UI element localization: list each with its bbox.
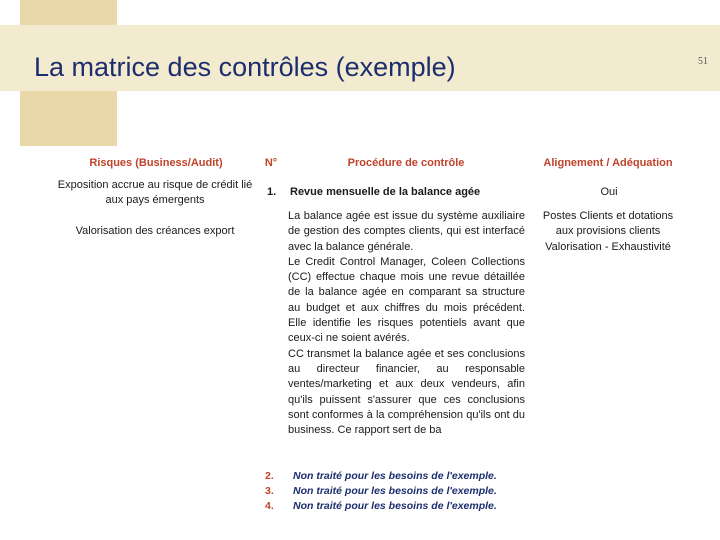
slide-title: La matrice des contrôles (exemple) [34,52,456,82]
description-paragraph: La balance agée est issue du système auxiliaire de gestion des comptes clients, qui est interfacé avec la balance générale. [288,210,525,253]
alignment-detail [533,209,683,255]
header-procedure: Procédure de contrôle [347,157,465,169]
row-number: 1. [267,186,277,198]
untreated-text: Non traité pour les besoins de l'exemple. [293,470,497,482]
risk-item: Exposition accrue au risque de crédit lié aux pays émergents [57,179,253,206]
alignment-main: Oui [600,186,618,198]
untreated-row [265,500,497,512]
procedure-description [288,209,525,438]
procedure-title: Revue mensuelle de la balance agée [290,186,481,198]
risk-item: Valorisation des créances export [75,225,235,237]
untreated-number: 3. [265,485,274,497]
untreated-row [265,470,497,482]
alignment-detail-line: aux provisions clients [555,225,661,238]
header-alignment: Alignement / Adéquation [543,157,673,169]
untreated-number: 2. [265,470,274,482]
header-risks: Risques (Business/Audit) [89,157,223,169]
untreated-text: Non traité pour les besoins de l'exemple. [293,500,497,512]
alignment-detail-line: Valorisation - Exhaustivité [545,240,671,253]
untreated-row [265,485,497,497]
untreated-number: 4. [265,500,274,512]
alignment-detail-line: Postes Clients et dotations [542,210,674,222]
header-number: N° [264,157,278,169]
description-paragraph: Le Credit Control Manager, Coleen Collections (CC) effectue chaque mois une revue détaillée de la balance agée en comparant sa structure au budget et aux chiffres du mois précédent. Elle identifie les risques potentiels avant que ceux-ci ne soient avérés. [288,255,525,345]
page-number: 51 [698,56,708,67]
description-paragraph: CC transmet la balance agée et ses conclusions au directeur financier, au responsable ventes/marketing et aux deux vendeurs, afin qu'ils puissent s'assurer que ces conclusions sont conformes à la compréhension qu'ils ont du business. Ce rapport sert de ba [288,347,525,437]
untreated-text: Non traité pour les besoins de l'exemple. [293,485,497,497]
